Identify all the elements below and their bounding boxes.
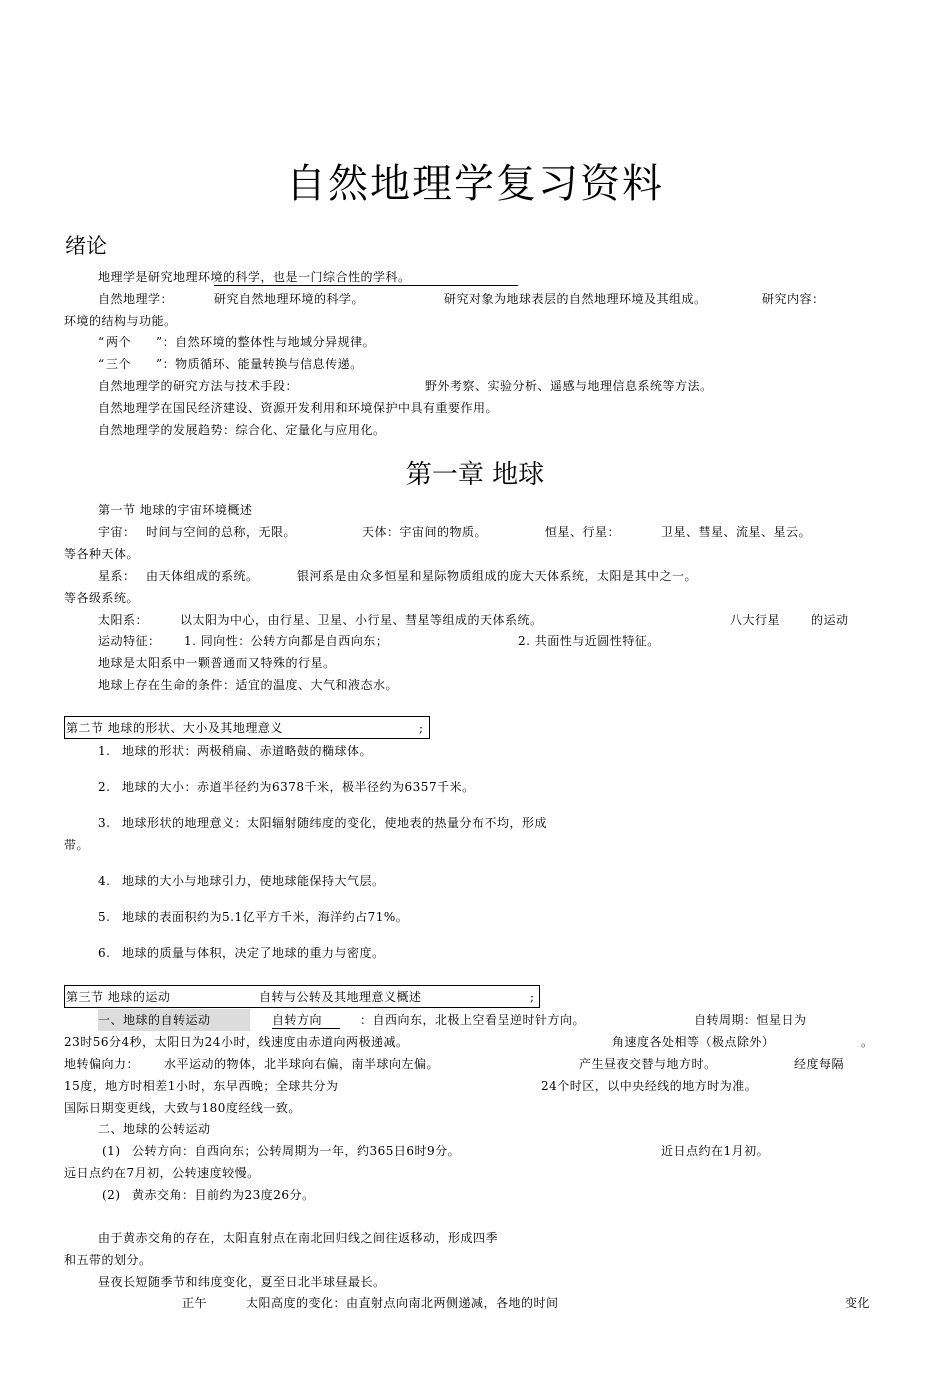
text-line: ”：自然环境的整体性与地域分异规律。 bbox=[156, 335, 376, 349]
text-line: 运动特征： bbox=[98, 634, 161, 648]
text-line: ”：物质循环、能量转换与信息传递。 bbox=[156, 357, 363, 371]
text-line: 第一节 地球的宇宙环境概述 bbox=[98, 503, 253, 517]
text-line: 地球上存在生命的条件：适宜的温度、大气和液态水。 bbox=[98, 678, 399, 692]
text-line: 自转方向 bbox=[272, 1013, 323, 1027]
text-line: 研究内容： bbox=[762, 292, 825, 306]
text-line: ：自西向东，北极上空看呈逆时针方向。 bbox=[360, 1013, 586, 1027]
text-line: 远日点约在7月初，公转速度较慢。 bbox=[64, 1166, 260, 1180]
text-line: 自然地理学： bbox=[98, 292, 174, 306]
underline bbox=[272, 1028, 340, 1029]
text-line: 23时56分4秒，太阳日为24小时，线速度由赤道向两极递减。 bbox=[64, 1035, 409, 1049]
text-line: 自然地理学在国民经济建设、资源开发利用和环境保护中具有重要作用。 bbox=[98, 401, 499, 415]
list-number: (2) bbox=[102, 1188, 121, 1202]
text-line: 太阳高度的变化：由直射点向南北两侧递减，各地的时间 bbox=[246, 1296, 559, 1310]
text-line: 以太阳为中心，由行星、卫星、小行星、彗星等组成的天体系统。 bbox=[180, 613, 543, 627]
text-line: 地理学是研究地理环境的科学，也是一门综合性的学科。 bbox=[98, 270, 411, 284]
list-item: 地球形状的地理意义：太阳辐射随纬度的变化，使地表的热量分布不均，形成 bbox=[122, 816, 548, 830]
text-line: ; bbox=[419, 721, 424, 735]
text-line: 和五带的划分。 bbox=[64, 1253, 152, 1267]
text-line: 一、地球的自转运动 bbox=[98, 1013, 211, 1027]
text-line: 黄赤交角：目前约为23度26分。 bbox=[132, 1188, 315, 1202]
text-line: 时间与空间的总称，无限。 bbox=[146, 525, 297, 539]
text-line: 环境的结构与功能。 bbox=[64, 314, 177, 328]
text-line: 星系： bbox=[98, 569, 136, 583]
text-line: 地转偏向力： bbox=[64, 1057, 140, 1071]
text-line: 国际日期变更线，大致与180度经线一致。 bbox=[64, 1101, 301, 1115]
text-line: 由天体组成的系统。 bbox=[146, 569, 259, 583]
text-line: 第三节 地球的运动 bbox=[66, 990, 171, 1004]
text-line: 二、地球的公转运动 bbox=[98, 1122, 211, 1136]
text-line: 。 bbox=[861, 1035, 874, 1049]
text-line: 的运动 bbox=[811, 613, 849, 627]
text-line: “ bbox=[98, 335, 105, 349]
list-item: 地球的大小与地球引力，使地球能保持大气层。 bbox=[122, 874, 385, 888]
text-line: 银河系是由众多恒星和星际物质组成的庞大天体系统，太阳是其中之一。 bbox=[297, 569, 698, 583]
text-line: 第二节 地球的形状、大小及其地理意义 bbox=[66, 721, 283, 735]
underline bbox=[214, 285, 518, 286]
list-number: (1) bbox=[102, 1144, 121, 1158]
chapter-heading: 第一章 地球 bbox=[405, 460, 545, 490]
list-number: 1. bbox=[98, 744, 111, 758]
text-line: 宇宙： bbox=[98, 525, 136, 539]
list-number: 3. bbox=[98, 816, 111, 830]
text-line: 研究对象为地球表层的自然地理环境及其组成。 bbox=[444, 292, 707, 306]
list-number: 2. bbox=[98, 780, 111, 794]
text-line: 正午 bbox=[182, 1296, 208, 1310]
text-line: 野外考察、实验分析、遥感与地理信息系统等方法。 bbox=[425, 379, 713, 393]
document-title: 自然地理学复习资料 bbox=[286, 161, 664, 207]
list-item: 地球的质量与体积，决定了地球的重力与密度。 bbox=[122, 946, 385, 960]
text-line: 等各种天体。 bbox=[64, 547, 140, 561]
text-line: 自转周期：恒星日为 bbox=[694, 1013, 807, 1027]
text-line: 24个时区，以中央经线的地方时为准。 bbox=[541, 1079, 758, 1093]
list-item: 地球的大小：赤道半径约为6378千米，极半径约为6357千米。 bbox=[122, 780, 475, 794]
text-line: 水平运动的物体，北半球向右偏，南半球向左偏。 bbox=[164, 1057, 440, 1071]
list-number: 6. bbox=[98, 946, 111, 960]
section-heading-intro: 绪论 bbox=[65, 234, 107, 258]
text-line: 由于黄赤交角的存在，太阳直射点在南北回归线之间往返移动，形成四季 bbox=[98, 1231, 499, 1245]
text-line: 太阳系： bbox=[98, 613, 149, 627]
list-item: 地球的表面积约为5.1亿平方千米，海洋约占71%。 bbox=[122, 910, 409, 924]
text-line: 地球是太阳系中一颗普通而又特殊的行星。 bbox=[98, 656, 336, 670]
text-line: 恒星、行星： bbox=[545, 525, 621, 539]
text-line: 经度每隔 bbox=[794, 1057, 845, 1071]
text-line: 自然地理学的发展趋势：综合化、定量化与应用化。 bbox=[98, 423, 386, 437]
text-line: “ bbox=[98, 357, 105, 371]
text-line: 自转与公转及其地理意义概述 bbox=[259, 990, 422, 1004]
text-line: 天体：宇宙间的物质。 bbox=[362, 525, 488, 539]
text-line: 近日点约在1月初。 bbox=[661, 1144, 770, 1158]
list-item: 地球的形状：两极稍扁、赤道略鼓的椭球体。 bbox=[122, 744, 373, 758]
text-line: 2. 共面性与近圆性特征。 bbox=[518, 634, 660, 648]
text-line: 产生昼夜交替与地方时。 bbox=[579, 1057, 717, 1071]
text-line: 自然地理学的研究方法与技术手段： bbox=[98, 379, 299, 393]
text-line: 公转方向：自西向东；公转周期为一年，约365日6时9分。 bbox=[132, 1144, 461, 1158]
text-line: 等各级系统。 bbox=[64, 591, 140, 605]
list-number: 4. bbox=[98, 874, 111, 888]
text-line: 卫星、彗星、流星、星云。 bbox=[661, 525, 812, 539]
text-line: 带。 bbox=[64, 838, 90, 852]
text-line: 八大行星 bbox=[730, 613, 781, 627]
text-line: 1. 同向性：公转方向都是自西向东； bbox=[184, 634, 389, 648]
text-line: 角速度各处相等（极点除外） bbox=[612, 1035, 775, 1049]
text-line: 两个 bbox=[106, 335, 132, 349]
text-line: ; bbox=[530, 990, 535, 1004]
text-line: 三个 bbox=[106, 357, 132, 371]
text-line: 变化 bbox=[845, 1296, 871, 1310]
text-line: 15度，地方时相差1小时，东早西晚；全球共分为 bbox=[64, 1079, 339, 1093]
text-line: 研究自然地理环境的科学。 bbox=[214, 292, 365, 306]
text-line: 昼夜长短随季节和纬度变化，夏至日北半球昼最长。 bbox=[98, 1275, 386, 1289]
list-number: 5. bbox=[98, 910, 111, 924]
